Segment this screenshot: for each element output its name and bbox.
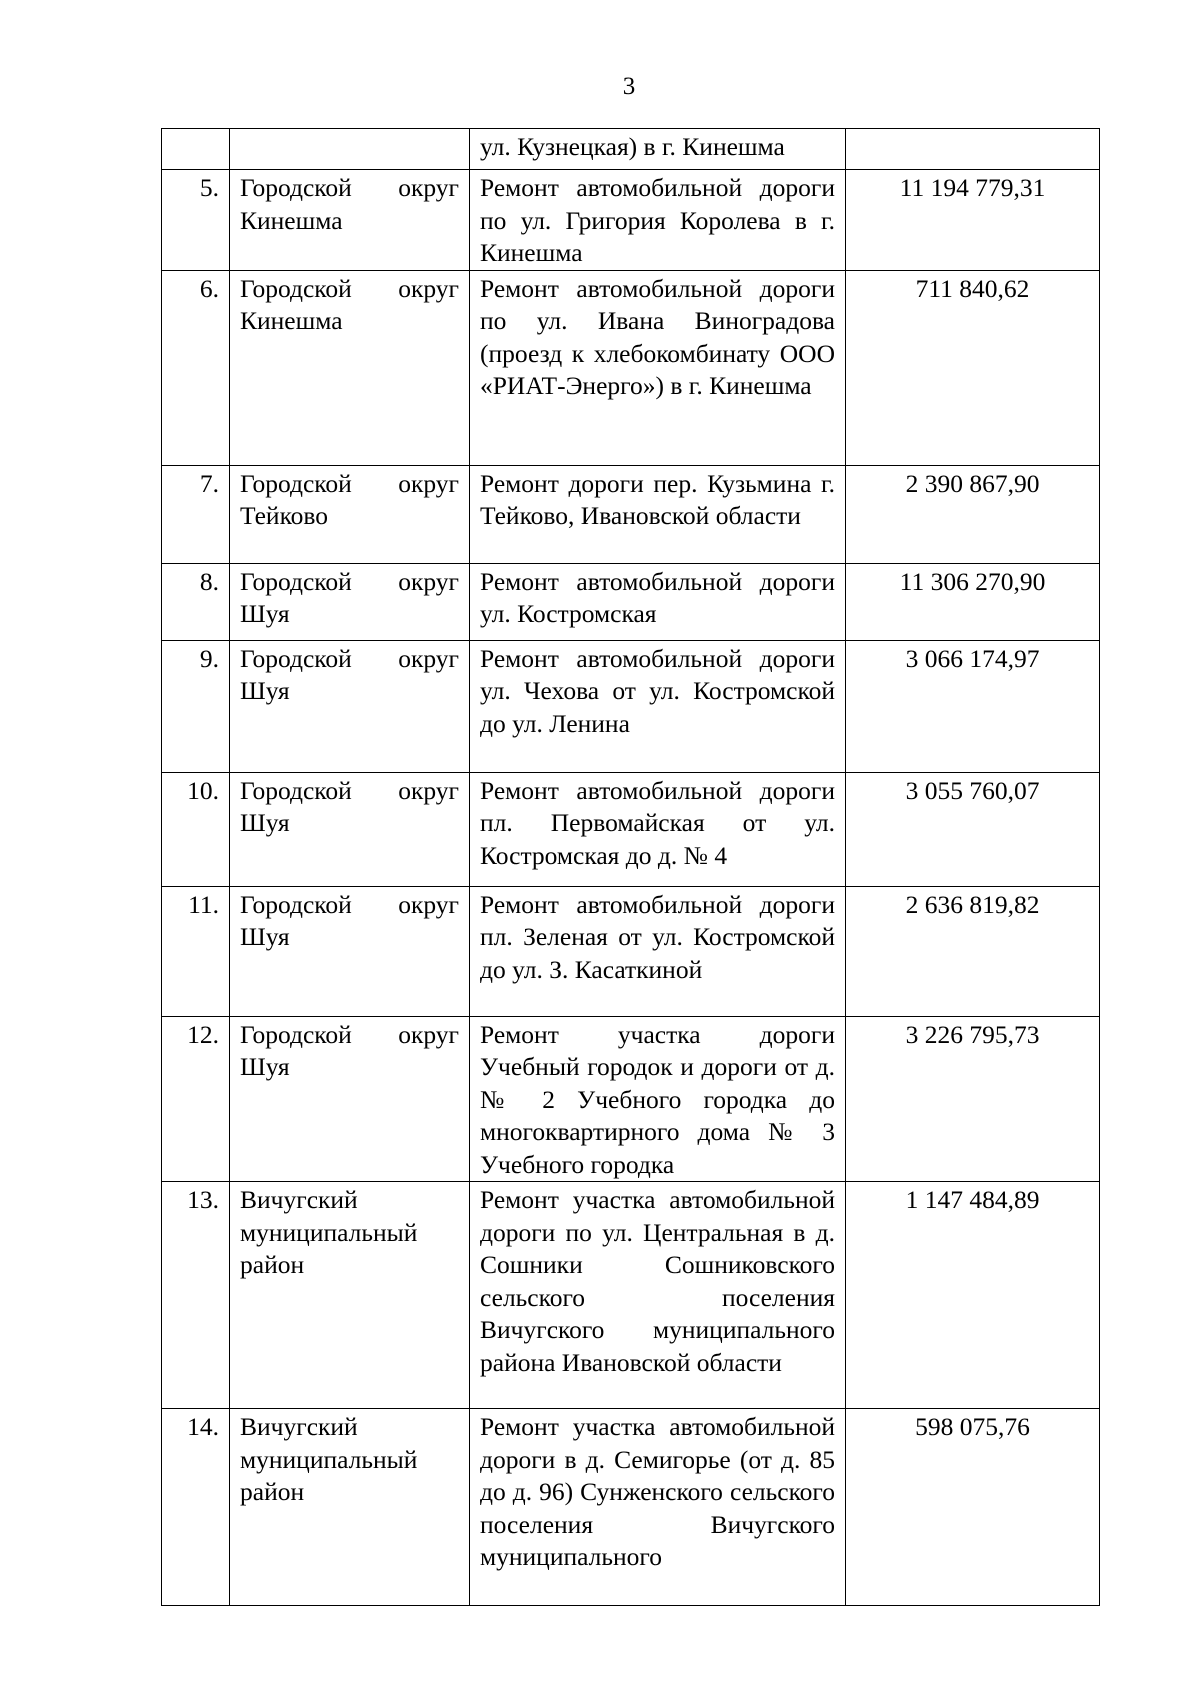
table-row [162,129,1100,170]
municipality-cell: Городской округ Тейково [230,465,470,563]
row-number [162,129,230,170]
municipality-cell: Городской округ Кинешма [230,270,470,465]
work-description-cell: Ремонт автомобильной дороги пл. Первомайская от ул. Костромская до д. № 4 [470,772,846,886]
amount-cell: 11 194 779,31 [846,170,1100,271]
amount-cell: 3 066 174,97 [846,640,1100,772]
page-number: 3 [622,73,636,100]
work-description-cell: Ремонт участка дороги Учебный городок и дороги от д. № 2 Учебного городка до многоквартирного дома № 3 Учебного городка [470,1016,846,1182]
row-number: 10. [162,772,230,886]
municipality-cell: Городской округ Кинешма [230,170,470,271]
work-description-cell: Ремонт дороги пер. Кузьмина г. Тейково, Ивановской области [470,465,846,563]
amount-cell: 3 226 795,73 [846,1016,1100,1182]
row-number: 8. [162,563,230,640]
row-number: 5. [162,170,230,271]
amount-cell: 711 840,62 [846,270,1100,465]
amount-cell: 2 390 867,90 [846,465,1100,563]
municipality-cell: Вичугский муниципальный район [230,1409,470,1606]
municipality-cell: Городской округ Шуя [230,1016,470,1182]
work-description-cell: ул. Кузнецкая) в г. Кинешма [470,129,846,170]
municipality-cell [230,129,470,170]
work-description-cell: Ремонт автомобильной дороги по ул. Ивана Виноградова (проезд к хлебокомбинату ООО «РИАТ-Энерго») в г. Кинешма [470,270,846,465]
amount-cell: 2 636 819,82 [846,886,1100,1016]
table-row [162,886,1100,1016]
table-row [162,1409,1100,1606]
work-description-cell: Ремонт автомобильной дороги ул. Чехова от ул. Костромской до ул. Ленина [470,640,846,772]
row-number: 9. [162,640,230,772]
table-row [162,640,1100,772]
amount-cell: 11 306 270,90 [846,563,1100,640]
work-description-cell: Ремонт автомобильной дороги пл. Зеленая от ул. Костромской до ул. З. Касаткиной [470,886,846,1016]
row-number: 12. [162,1016,230,1182]
work-description-cell: Ремонт автомобильной дороги по ул. Григория Королева в г. Кинешма [470,170,846,271]
amount-cell: 1 147 484,89 [846,1182,1100,1409]
row-number: 6. [162,270,230,465]
work-description-cell: Ремонт автомобильной дороги ул. Костромская [470,563,846,640]
table-row [162,1182,1100,1409]
amount-cell: 598 075,76 [846,1409,1100,1606]
municipality-cell: Городской округ Шуя [230,640,470,772]
table-row [162,170,1100,271]
amount-cell [846,129,1100,170]
row-number: 13. [162,1182,230,1409]
row-number: 7. [162,465,230,563]
municipality-cell: Вичугский муниципальный район [230,1182,470,1409]
municipality-cell: Городской округ Шуя [230,563,470,640]
amount-cell: 3 055 760,07 [846,772,1100,886]
table-row [162,465,1100,563]
row-number: 14. [162,1409,230,1606]
table-row [162,563,1100,640]
road-repair-table [161,128,1100,1606]
work-description-cell: Ремонт участка автомобильной дороги в д. Семигорье (от д. 85 до д. 96) Сунженского сельского поселения Вичугского муниципального [470,1409,846,1606]
table-row [162,772,1100,886]
row-number: 11. [162,886,230,1016]
work-description-cell: Ремонт участка автомобильной дороги по ул. Центральная в д. Сошники Сошниковского сельского поселения Вичугского муниципального района Ивановской области [470,1182,846,1409]
municipality-cell: Городской округ Шуя [230,886,470,1016]
table-row [162,270,1100,465]
municipality-cell: Городской округ Шуя [230,772,470,886]
table-row [162,1016,1100,1182]
